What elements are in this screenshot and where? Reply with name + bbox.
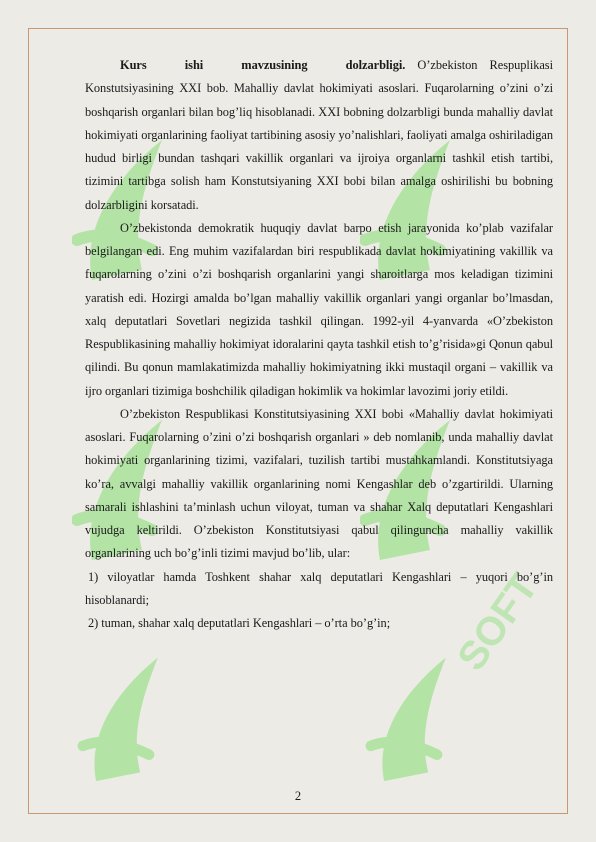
document-body — [85, 54, 553, 635]
intro-paragraph — [85, 54, 553, 217]
paragraph: O’zbekistonda demokratik huquqiy davlat barpo etish jarayonida ko’plab vazifalar belgilangan edi. Eng muhim vazifalardan biri respublikada davlat hokimiyatining vakillik va fuqarolarning o’zini o’zi boshqarish organlarini yangi sharoitlarga mos keladigan tizimini yaratish edi. Hozirgi amalda bo’lgan mahalliy vakillik organlari yangi organlar bo’lmasdan, xalq deputatlari Sovetlari negizida tashkil qilingan. 1992-yil 4-yanvarda «O’zbekiston Respublikasining mahalliy hokimiyat idoralarini qayta tashkil etish to’g’risida»gi Qonun qabul qilindi. Bu qonun mamlakatimizda mahalliy hokimiyatning ikki mustaqil organi – vakillik va ijro organlari tizimiga boshchilik qiladigan hokimlik va hokimlar lavozimi joriy etildi. — [85, 220, 553, 398]
list-item: 1) viloyatlar hamda Toshkent shahar xalq deputatlari Kengashlari – yuqori bo’g’in hisoblanardi; — [85, 569, 553, 607]
section-heading: Kurs ishi mavzusining dolzarbligi. — [120, 58, 406, 72]
list-item: 2) tuman, shahar xalq deputatlari Kengashlari – o’rta bo’g’in; — [88, 616, 391, 630]
page-number: 2 — [294, 789, 302, 803]
paragraph-text: O’zbekiston Respuplikasi Konstutsiyasining XXI bob. Mahalliy davlat hokimiyati asoslari. Fuqarolarning o’zini o’zi boshqarish organlari bilan bog’liq hisoblanadi. XXI bobning dolzarbligi bunda mahalliy davlat hokimiyati organlarining faoliyat tartibining asosiy yo’nalishlari, faoliyati amalga oshiriladigan hudud birligi bundan tashqari vakillik organlari va ijroiya organlarni tashkil etish tartibi, tizimini tartibga solish ham Konstutsiyaning XXI bobi bilan amalga oshirilishi bu bobning dolzarbligini korsatadi. — [85, 58, 554, 212]
watermark-text: SOFT — [449, 565, 547, 679]
paragraph: O’zbekiston Respublikasi Konstitutsiyasining XXI bobi «Mahalliy davlat hokimiyati asoslari. Fuqarolarning o’zini o’zi boshqarish organlari » deb nomlanib, unda mahalliy davlat hokimiyati organlarining tizimi, vazifalari, tuzilish tartibi mustahkamlandi. Konstitutsiyaga ko’ra, avvalgi mahalliy vakillik organlarining nomi Kengashlar deb o’zgartirildi. Ularning samarali ishlashini ta’minlash uchun viloyat, tuman va shahar Xalq deputatlari Kengashlari vujudga keltirildi. O’zbekiston Konstitutsiyasi qabul qilinguncha mahalliy vakillik organlarining uch bo’g’inli tizimi mavjud bo’lib, ular: — [85, 406, 553, 561]
